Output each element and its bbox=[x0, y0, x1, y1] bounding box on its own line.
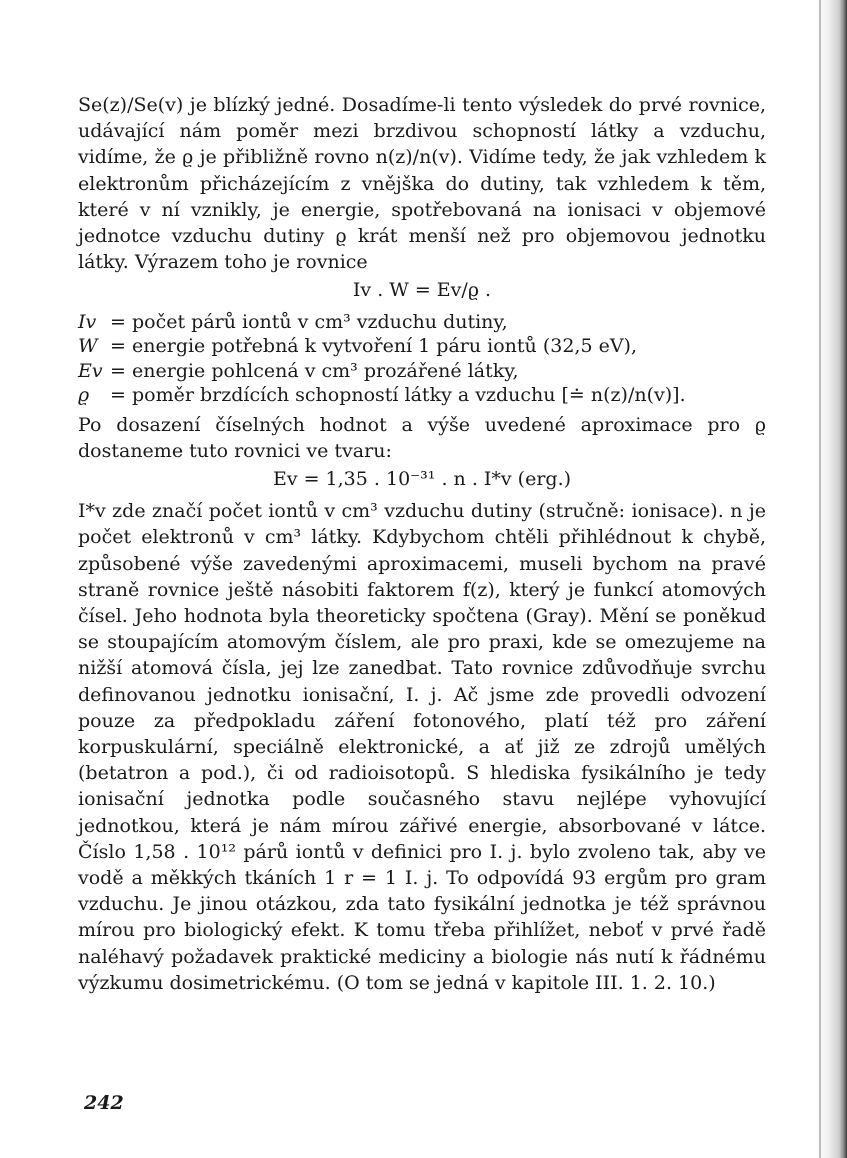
definition-list bbox=[78, 310, 766, 408]
definition-text: = energie potřebná k vytvoření 1 páru iontů (32,5 eV), bbox=[110, 335, 637, 358]
definition-symbol: Ev bbox=[78, 359, 103, 382]
page-body bbox=[78, 92, 766, 996]
definition-item bbox=[78, 383, 766, 408]
definition-symbol: ϱ bbox=[78, 384, 90, 407]
definition-item bbox=[78, 310, 766, 335]
definition-text: = energie pohlcená v cm³ prozářené látky, bbox=[110, 359, 519, 382]
definition-item bbox=[78, 334, 766, 359]
definition-symbol: Iv bbox=[78, 310, 97, 333]
definition-item bbox=[78, 359, 766, 384]
definition-symbol: W bbox=[78, 335, 98, 358]
definition-text: = počet párů iontů v cm³ vzduchu dutiny, bbox=[110, 310, 508, 333]
equation-2: Ev = 1,35 . 10⁻³¹ . n . I*v (erg.) bbox=[272, 468, 572, 491]
equation-1: Iv . W = Ev/ϱ . bbox=[352, 279, 492, 302]
paragraph-3: I*v zde značí počet iontů v cm³ vzduchu dutiny (stručně: ionisace). n je počet elektronů v cm³ látky. Kdybychom chtěli přihlédnout k chybě, způsobené výše zavedenými aproximacemi, museli bychom na pravé straně rovnice ještě násobiti faktorem f(z), který je funkcí atomových čísel. Jeho hodnota byla theoreticky spočtena (Gray). Mění se poněkud se stoupajícím atomovým číslem, ale pro praxi, kde se omezujeme na nižší atomová čísla, jej lze zanedbat. Tato rovnice zdůvodňuje svrchu definovanou jednotku ionisační, I. j. Ač jsme zde provedli odvození pouze za předpokladu záření fotonového, platí též pro záření korpuskulární, speciálně elektronické, a ať již ze zdrojů umělých (betatron a pod.), či od radioisotopů. S hlediska fysikálního je tedy ionisační jednotka podle současného stavu nejlépe vyhovující jednotkou, která je nám mírou zářivé energie, absorbované v látce. Číslo 1,58 . 10¹² párů iontů v definici pro I. j. bylo zvoleno tak, aby ve vodě a měkkých tkáních 1 r = 1 I. j. To odpovídá 93 ergům pro gram vzduchu. Je jinou otázkou, zda tato fysikální jednotka je též správnou mírou pro biologický efekt. K tomu třeba přihlížet, neboť v prvé řadě naléhavý požadavek praktické mediciny a biologie nás nutí k řádnému výzkumu dosimetrickému. (O tom se jedná v kapitole III. 1. 2. 10.) bbox=[78, 500, 766, 994]
page-number: 242 bbox=[84, 1092, 124, 1114]
definition-text: = poměr brzdících schopností látky a vzduchu [≐ n(z)/n(v)]. bbox=[110, 384, 686, 407]
page-edge-line bbox=[819, 0, 821, 1158]
paragraph-2: Po dosazení číselných hodnot a výše uvedené aproximace pro ϱ dostaneme tuto rovnici ve tvaru: bbox=[78, 413, 766, 462]
paragraph-1: Se(z)/Se(v) je blízký jedné. Dosadíme-li tento výsledek do prvé rovnice, udávající nám poměr mezi brzdivou schopností látky a vzduchu, vidíme, že ϱ je přibližně rovno n(z)/n(v). Vidíme tedy, že jak vzhledem k elektronům přicházejícím z vnějška do dutiny, tak vzhledem k těm, které v ní vznikly, je energie, spotřebovaná na ionisaci v objemové jednotce vzduchu dutiny ϱ krát menší než pro objemovou jednotku látky. Výrazem toho je rovnice bbox=[78, 94, 766, 274]
